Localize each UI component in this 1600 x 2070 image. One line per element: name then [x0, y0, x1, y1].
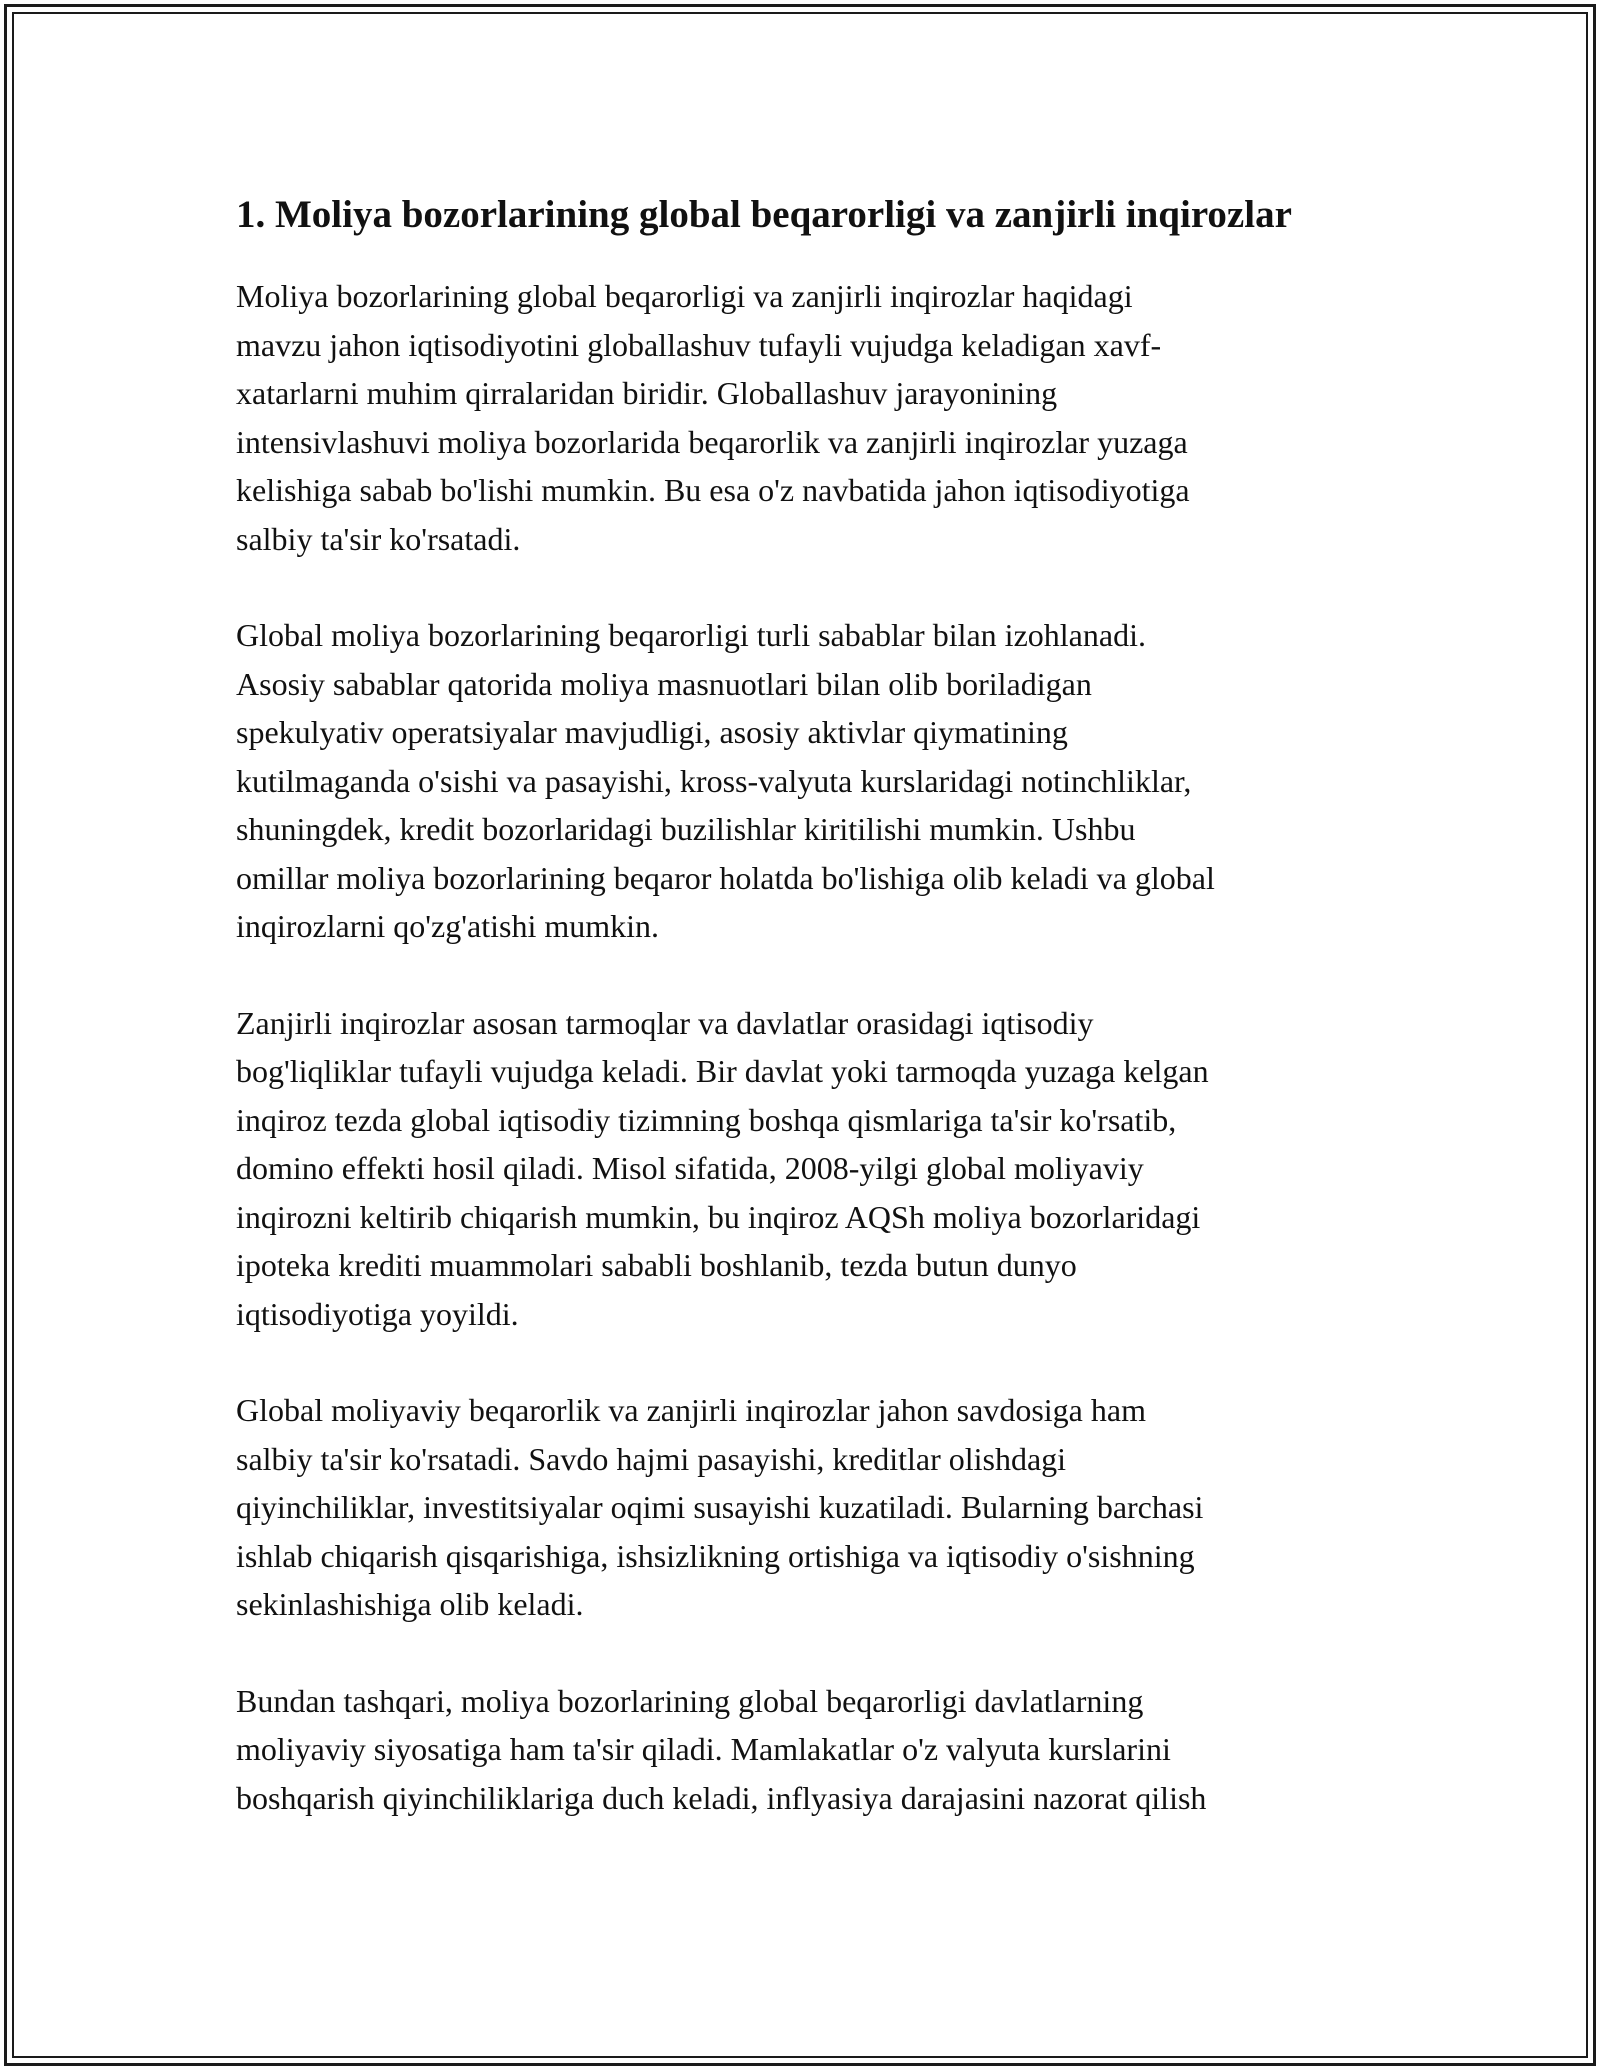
paragraph-3: Zanjirli inqirozlar asosan tarmoqlar va davlatlar orasidagi iqtisodiy bog'liqliklar tufayli vujudga keladi. Bir davlat yoki tarmoqda yuzaga kelgan inqiroz tezda global iqtisodiy tizimning boshqa qismlariga ta'sir ko'rsatib, domino effekti hosil qiladi. Misol sifatida, 2008-yilgi global moliyaviy inqirozni keltirib chiqarish mumkin, bu inqiroz AQSh moliya bozorlaridagi ipoteka krediti muammolari sababli boshlanib, tezda butun dunyo iqtisodiyotiga yoyildi. — [236, 1004, 1209, 1332]
paragraph-1: Moliya bozorlarining global beqarorligi va zanjirli inqirozlar haqidagi mavzu jahon iqtisodiyotini globallashuv tufayli vujudga keladigan xavf- xatarlarni muhim qirralaridan biridir. Globallashuv jarayonining intensivlashuvi moliya bozorlarida beqarorlik va zanjirli inqirozlar yuzaga kelishiga sabab bo'lishi mumkin. Bu esa o'z navbatida jahon iqtisodiyotiga salbiy ta'sir ko'rsatadi. — [236, 278, 1190, 557]
document-body — [236, 188, 1364, 1870]
section-heading: 1. Moliya bozorlarining global beqarorligi va zanjirli inqirozlar — [236, 193, 1292, 236]
paragraph-4: Global moliyaviy beqarorlik va zanjirli inqirozlar jahon savdosiga ham salbiy ta'sir ko'rsatadi. Savdo hajmi pasayishi, kreditlar olishdagi qiyinchiliklar, investitsiyalar oqimi susayishi kuzatiladi. Bularning barchasi ishlab chiqarish qisqarishiga, ishsizlikning ortishiga va iqtisodiy o'sishning sekinlashishiga olib keladi. — [236, 1392, 1204, 1622]
paragraph-5: Bundan tashqari, moliya bozorlarining global beqarorligi davlatlarning moliyaviy siyosatiga ham ta'sir qiladi. Mamlakatlar o'z valyuta kurslarini boshqarish qiyinchiliklariga duch keladi, inflyasiya darajasini nazorat qilish — [236, 1682, 1207, 1816]
paragraph-2: Global moliya bozorlarining beqarorligi turli sabablar bilan izohlanadi. Asosiy sabablar qatorida moliya masnuotlari bilan olib boriladigan spekulyativ operatsiyalar mavjudligi, asosiy aktivlar qiymatining kutilmaganda o'sishi va pasayishi, kross-valyuta kurslaridagi notinchliklar, shuningdek, kredit bozorlaridagi buzilishlar kiritilishi mumkin. Ushbu omillar moliya bozorlarining beqaror holatda bo'lishiga olib keladi va global inqirozlarni qo'zg'atishi mumkin. — [236, 617, 1215, 944]
